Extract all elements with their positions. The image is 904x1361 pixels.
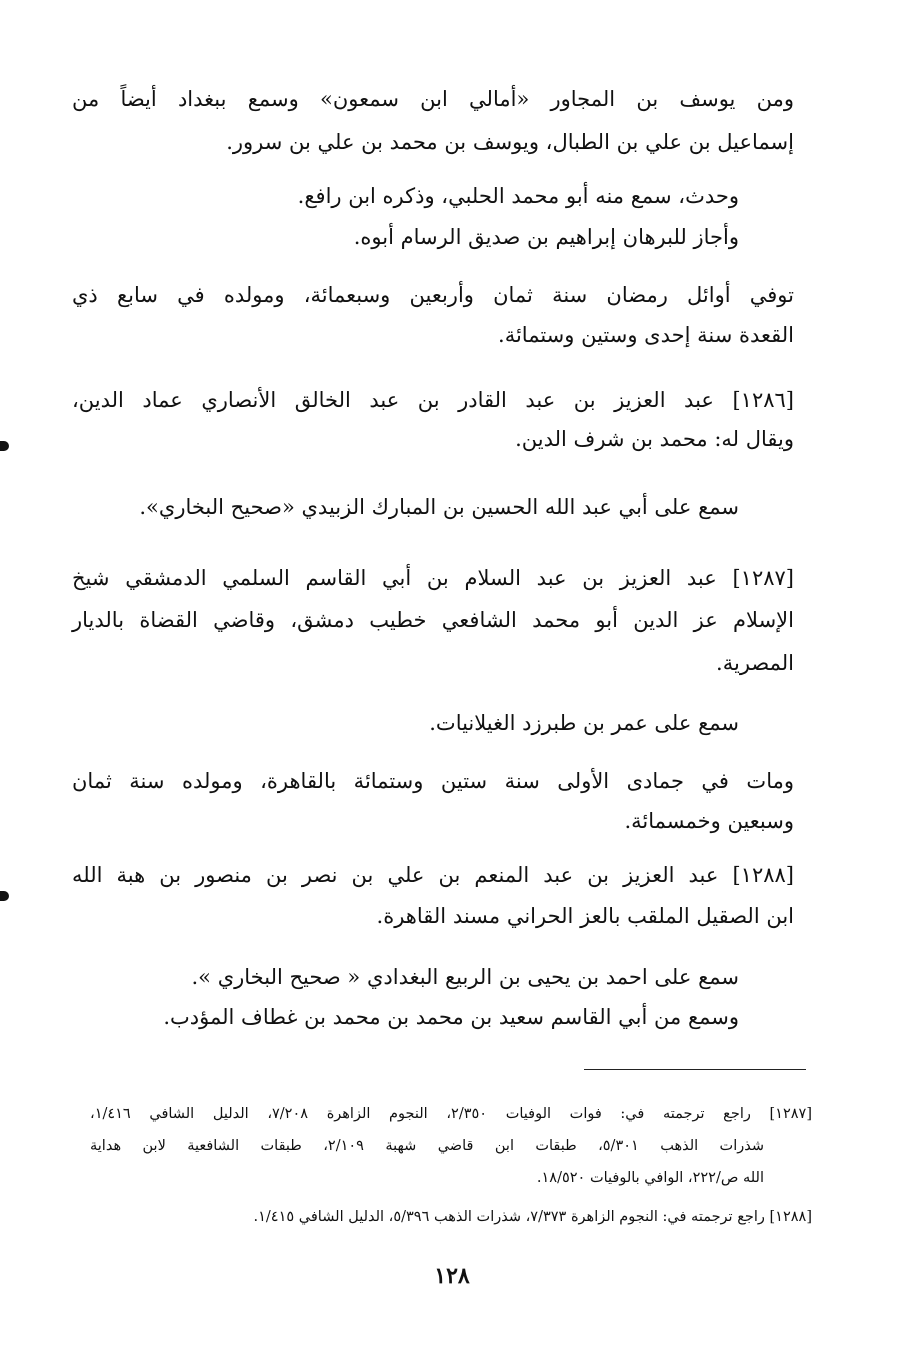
entry-1288-line: ابن الصقيل الملقب بالعز الحراني مسند القاهرة. [376, 904, 794, 928]
footnote-1287: الله ص/٢٢٢، الوافي بالوفيات ١٨/٥٢٠. [536, 1170, 764, 1186]
paragraph-line: وأجاز للبرهان إبراهيم بن صديق الرسام أبوه. [353, 225, 739, 249]
entry-1286-line: ويقال له: محمد بن شرف الدين. [515, 427, 794, 451]
scan-edge-mark [0, 441, 9, 451]
entry-1286-sama: سمع على أبي عبد الله الحسين بن المبارك الزبيدي «صحيح البخاري». [139, 495, 739, 519]
paragraph-line: توفي أوائل رمضان سنة ثمان وأربعين وسبعمائة، ومولده في سابع ذي [72, 283, 794, 307]
footnote-divider [584, 1069, 806, 1070]
page-number: ١٢٨ [434, 1263, 470, 1289]
paragraph-line: إسماعيل بن علي بن الطبال، ويوسف بن محمد بن علي بن سرور. [226, 130, 794, 154]
entry-1288-heading: [١٢٨٨] عبد العزيز بن عبد المنعم بن علي بن نصر بن منصور بن هبة الله [72, 863, 794, 887]
entry-1287-death: ومات في جمادى الأولى سنة ستين وستمائة بالقاهرة، ومولده سنة ثمان [72, 769, 794, 793]
entry-1287-death: وسبعين وخمسمائة. [624, 809, 794, 833]
entry-1288-sama: سمع على احمد بن يحيى بن الربيع البغدادي « صحيح البخاري ». [191, 965, 739, 989]
entry-1288-sama: وسمع من أبي القاسم سعيد بن محمد بن محمد بن غطاف المؤدب. [163, 1005, 739, 1029]
paragraph-line: القعدة سنة إحدى وستين وستمائة. [498, 323, 794, 347]
entry-1286-heading: [١٢٨٦] عبد العزيز بن عبد القادر بن عبد الخالق الأنصاري عماد الدين، [72, 388, 794, 412]
paragraph-line: وحدث، سمع منه أبو محمد الحلبي، وذكره ابن رافع. [297, 184, 739, 208]
paragraph-line: ومن يوسف بن المجاور «أمالي ابن سمعون» وسمع ببغداد أيضاً من [72, 87, 794, 111]
entry-1287-line: المصرية. [716, 651, 794, 675]
footnote-1287: [١٢٨٧] راجع ترجمته في: فوات الوفيات ٢/٣٥٠، النجوم الزاهرة ٧/٢٠٨، الدليل الشافي ١/٤١٦، [90, 1106, 812, 1122]
entry-1287-sama: سمع على عمر بن طبرزد الغيلانيات. [429, 711, 739, 735]
footnote-1287: شذرات الذهب ٥/٣٠١، طبقات ابن قاضي شهبة ٢/١٠٩، طبقات الشافعية لابن هداية [90, 1138, 764, 1154]
scan-edge-mark [0, 891, 9, 901]
entry-1287-line: الإسلام عز الدين أبو محمد الشافعي خطيب دمشق، وقاضي القضاة بالديار [72, 608, 794, 632]
entry-1287-heading: [١٢٨٧] عبد العزيز بن عبد السلام بن أبي القاسم السلمي الدمشقي شيخ [72, 566, 794, 590]
footnote-1288: [١٢٨٨] راجع ترجمته في: النجوم الزاهرة ٧/٣٧٣، شذرات الذهب ٥/٣٩٦، الدليل الشافي ١/٤١٥. [253, 1209, 812, 1225]
